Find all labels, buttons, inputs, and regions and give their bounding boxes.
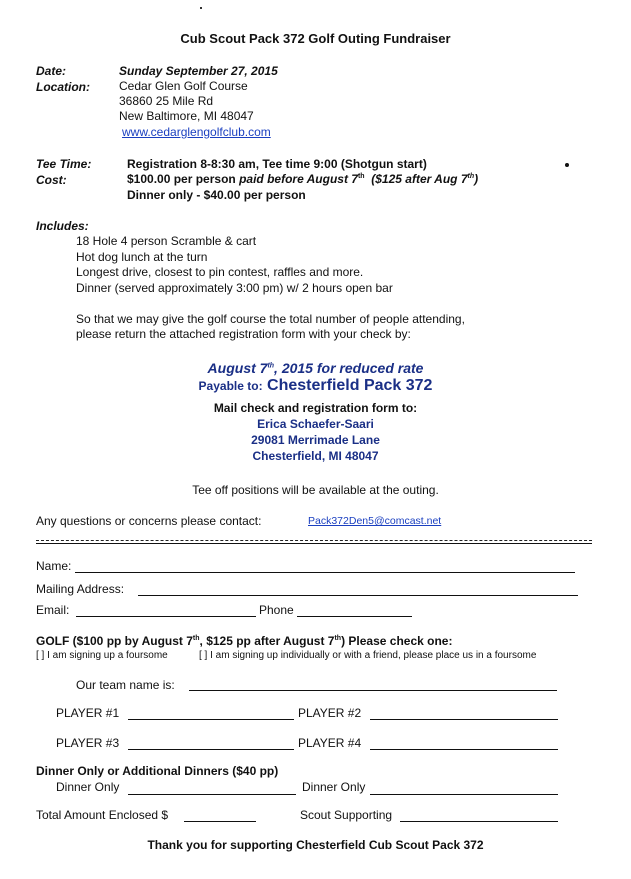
cost-close: ): [474, 172, 479, 186]
cost-deadline: paid before August 7: [239, 172, 358, 186]
dinner-only-field-2[interactable]: [370, 794, 558, 795]
golf-sup-2: th: [334, 635, 342, 642]
deadline: [0, 360, 631, 376]
include-item: Longest drive, closest to pin contest, raffles and more.: [76, 265, 364, 279]
player-2-label: PLAYER #2: [298, 706, 362, 720]
dinner-only-label-2: Dinner Only: [302, 780, 366, 794]
golf-a: GOLF ($100 pp by August 7: [36, 634, 193, 648]
payable-label: Payable to:: [198, 379, 263, 393]
scout-field[interactable]: [400, 821, 558, 822]
thank-you: Thank you for supporting Chesterfield Cub Scout Pack 372: [147, 838, 484, 852]
cost-sup: th: [357, 173, 365, 180]
website-link[interactable]: www.cedarglengolfclub.com: [122, 125, 271, 139]
dinner-only-label-1: Dinner Only: [56, 780, 120, 794]
phone-label: Phone: [259, 603, 294, 617]
golf-c: ) Please check one:: [341, 634, 453, 648]
team-field[interactable]: [189, 690, 557, 691]
player-2-field[interactable]: [370, 719, 558, 720]
mail-name: Erica Schaefer-Saari: [257, 417, 374, 431]
payable: [0, 377, 631, 395]
mailing-field[interactable]: [138, 595, 578, 596]
player-4-field[interactable]: [370, 749, 558, 750]
mailing-label: Mailing Address:: [36, 582, 125, 596]
mail-label: Mail check and registration form to:: [213, 401, 418, 415]
tee-label: Tee Time:: [36, 157, 92, 171]
email-field[interactable]: [76, 616, 256, 617]
date-value: Sunday September 27, 2015: [119, 64, 278, 78]
speck: [200, 7, 202, 9]
note-line-2: please return the attached registration form with your check by:: [76, 327, 411, 341]
page-title: Cub Scout Pack 372 Golf Outing Fundraiser: [180, 31, 451, 46]
team-label: Our team name is:: [76, 678, 175, 692]
include-item: Hot dog lunch at the turn: [76, 250, 208, 264]
cost-amount: $100.00 per person: [127, 172, 240, 186]
dinner-only-field-1[interactable]: [128, 794, 296, 795]
golf-sup-1: th: [192, 635, 200, 642]
golf-heading: [36, 634, 452, 648]
scout-label: Scout Supporting: [300, 808, 393, 822]
total-label: Total Amount Enclosed $: [36, 808, 169, 822]
contact-email[interactable]: Pack372Den5@comcast.net: [308, 515, 442, 527]
includes-label: Includes:: [36, 219, 89, 233]
payable-value: Chesterfield Pack 372: [267, 377, 433, 394]
note-line-1: So that we may give the golf course the total number of people attending,: [76, 312, 465, 326]
deadline-sup: th: [267, 362, 275, 370]
cost-line-1: [127, 172, 478, 186]
date-label: Date:: [36, 64, 67, 78]
golf-b: , $125 pp after August 7: [199, 634, 335, 648]
mail-city: Chesterfield, MI 48047: [252, 449, 379, 463]
option-individual[interactable]: [ ] I am signing up individually or with a friend, please place us in a foursome: [199, 650, 537, 661]
include-item: Dinner (served approximately 3:00 pm) w/ 2 hours open bar: [76, 281, 393, 295]
tee-value: Registration 8-8:30 am, Tee time 9:00 (Shotgun start): [127, 157, 427, 171]
bullet-dot: [565, 163, 569, 167]
total-field[interactable]: [184, 821, 256, 822]
cost-label: Cost:: [36, 173, 67, 187]
divider-solid: [36, 543, 592, 544]
player-1-field[interactable]: [128, 719, 294, 720]
name-label: Name:: [36, 559, 72, 573]
tee-off-note: Tee off positions will be available at the outing.: [192, 483, 439, 497]
deadline-date: August 7: [207, 360, 268, 376]
mail-street: 29081 Merrimade Lane: [251, 433, 380, 447]
deadline-rest: , 2015 for reduced rate: [274, 360, 424, 376]
contact-text: Any questions or concerns please contact:: [36, 514, 262, 528]
player-3-label: PLAYER #3: [56, 736, 120, 750]
player-1-label: PLAYER #1: [56, 706, 120, 720]
divider: [36, 540, 592, 541]
option-foursome[interactable]: [ ] I am signing up a foursome: [36, 650, 168, 661]
cost-sup-2: th: [467, 173, 475, 180]
location-label: Location:: [36, 80, 90, 94]
cost-line-2: Dinner only - $40.00 per person: [127, 188, 306, 202]
email-label: Email:: [36, 603, 70, 617]
player-4-label: PLAYER #4: [298, 736, 362, 750]
cost-late: ($125 after Aug 7: [371, 172, 468, 186]
dinner-heading: Dinner Only or Additional Dinners ($40 pp): [36, 764, 279, 778]
location-line-2: 36860 25 Mile Rd: [119, 94, 214, 108]
phone-field[interactable]: [297, 616, 412, 617]
name-field[interactable]: [75, 572, 575, 573]
location-line-3: New Baltimore, MI 48047: [119, 109, 254, 123]
location-line-1: Cedar Glen Golf Course: [119, 79, 248, 93]
player-3-field[interactable]: [128, 749, 294, 750]
include-item: 18 Hole 4 person Scramble & cart: [76, 234, 257, 248]
